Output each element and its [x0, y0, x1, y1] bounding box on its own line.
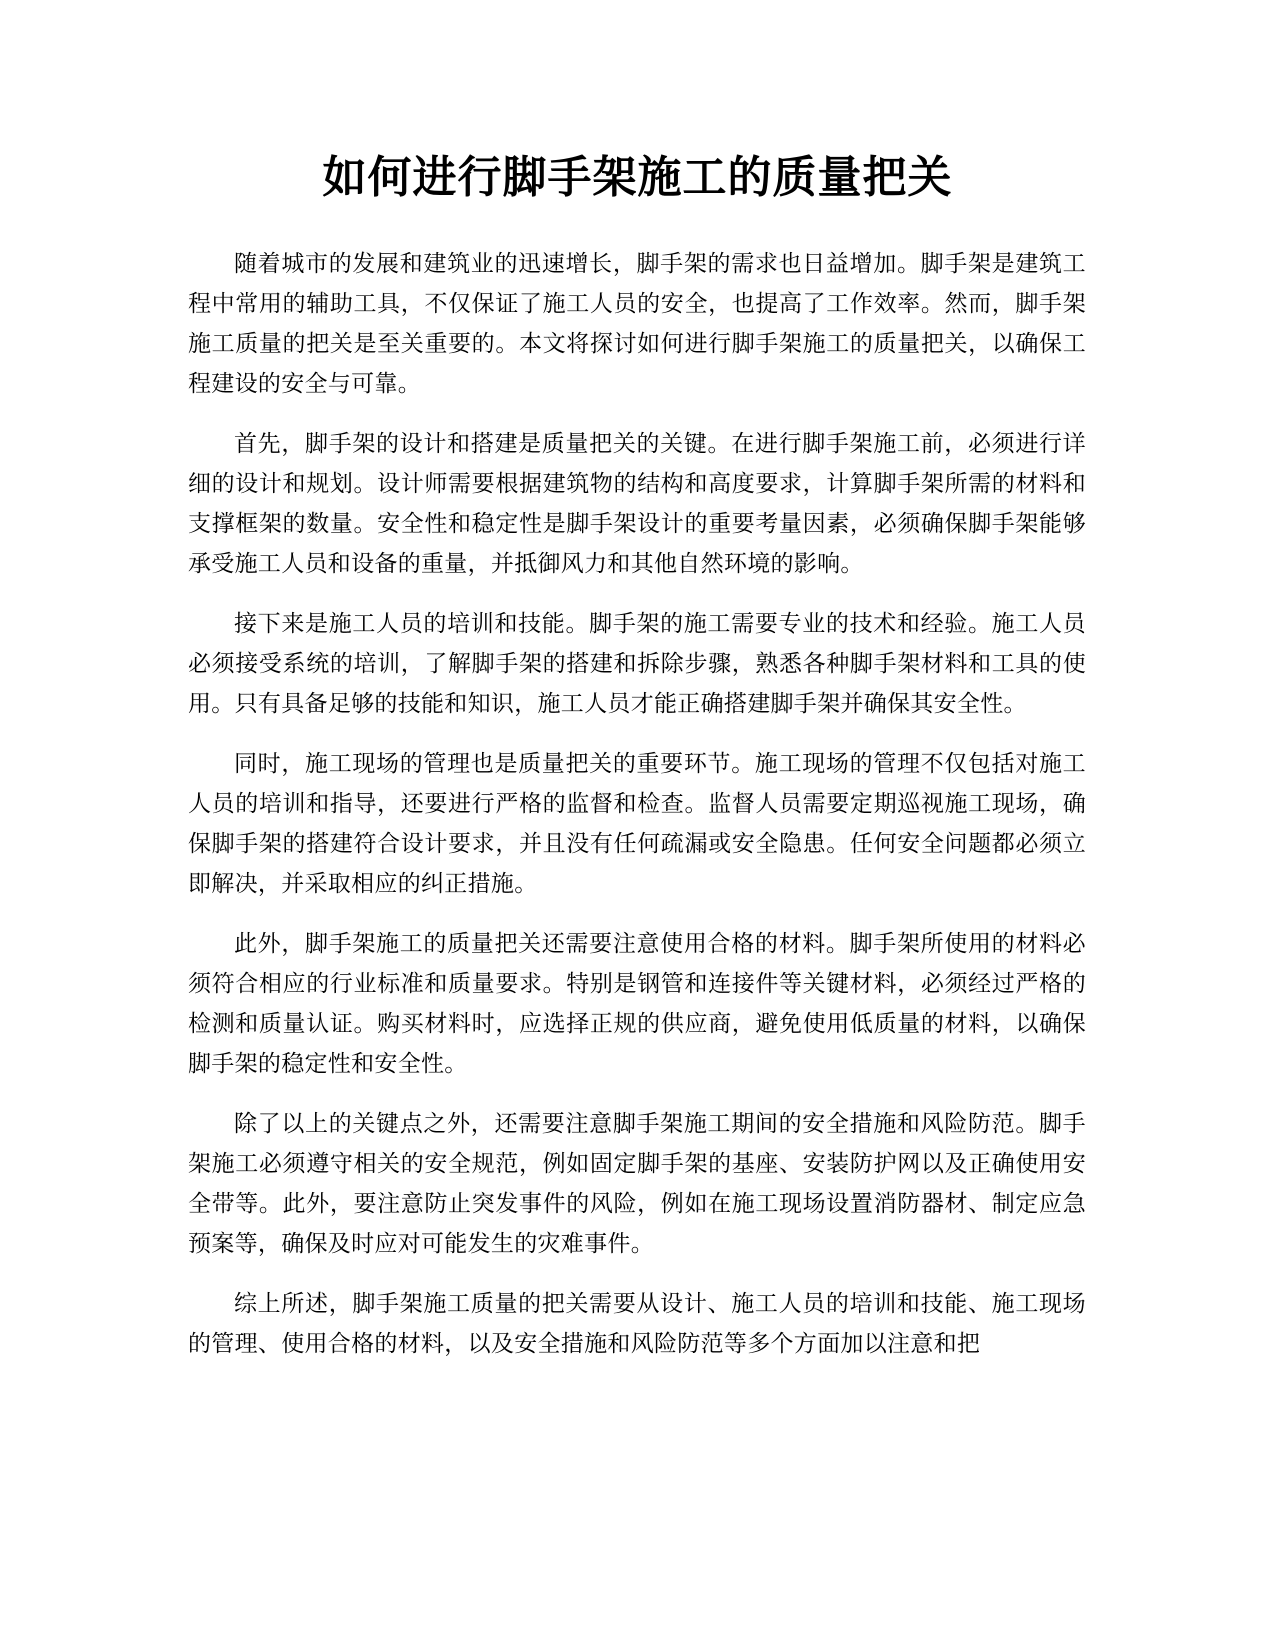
document-body — [188, 244, 1086, 1384]
paragraph-intro: 随着城市的发展和建筑业的迅速增长，脚手架的需求也日益增加。脚手架是建筑工程中常用的辅助工具，不仅保证了施工人员的安全，也提高了工作效率。然而，脚手架施工质量的把关是至关重要的。本文将探讨如何进行脚手架施工的质量把关，以确保工程建设的安全与可靠。 — [188, 251, 1086, 397]
paragraph-design: 首先，脚手架的设计和搭建是质量把关的关键。在进行脚手架施工前，必须进行详细的设计和规划。设计师需要根据建筑物的结构和高度要求，计算脚手架所需的材料和支撑框架的数量。安全性和稳定性是脚手架设计的重要考量因素，必须确保脚手架能够承受施工人员和设备的重量，并抵御风力和其他自然环境的影响。 — [188, 431, 1086, 577]
paragraph-site-management: 同时，施工现场的管理也是质量把关的重要环节。施工现场的管理不仅包括对施工人员的培训和指导，还要进行严格的监督和检查。监督人员需要定期巡视施工现场，确保脚手架的搭建符合设计要求，并且没有任何疏漏或安全隐患。任何安全问题都必须立即解决，并采取相应的纠正措施。 — [188, 751, 1086, 897]
document-title: 如何进行脚手架施工的质量把关 — [322, 152, 953, 203]
paragraph-materials: 此外，脚手架施工的质量把关还需要注意使用合格的材料。脚手架所使用的材料必须符合相应的行业标准和质量要求。特别是钢管和连接件等关键材料，必须经过严格的检测和质量认证。购买材料时，应选择正规的供应商，避免使用低质量的材料，以确保脚手架的稳定性和安全性。 — [188, 931, 1086, 1077]
paragraph-safety-measures: 除了以上的关键点之外，还需要注意脚手架施工期间的安全措施和风险防范。脚手架施工必须遵守相关的安全规范，例如固定脚手架的基座、安装防护网以及正确使用安全带等。此外，要注意防止突发事件的风险，例如在施工现场设置消防器材、制定应急预案等，确保及时应对可能发生的灾难事件。 — [188, 1111, 1086, 1257]
paragraph-training: 接下来是施工人员的培训和技能。脚手架的施工需要专业的技术和经验。施工人员必须接受系统的培训，了解脚手架的搭建和拆除步骤，熟悉各种脚手架材料和工具的使用。只有具备足够的技能和知识，施工人员才能正确搭建脚手架并确保其安全性。 — [188, 611, 1086, 717]
paragraph-conclusion: 综上所述，脚手架施工质量的把关需要从设计、施工人员的培训和技能、施工现场的管理、使用合格的材料，以及安全措施和风险防范等多个方面加以注意和把 — [188, 1291, 1086, 1357]
